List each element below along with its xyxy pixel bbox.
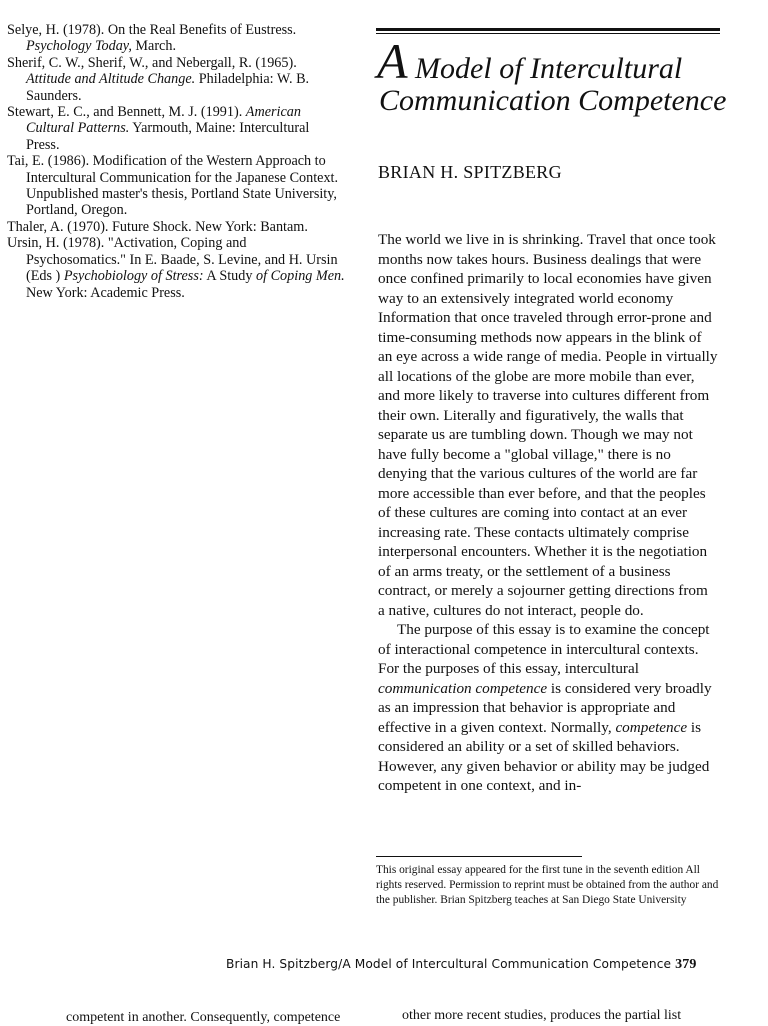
body-paragraph: The world we live in is shrinking. Travel that once took months now takes hours. Business dealings that were once confined primarily to local economies have given way to an extensively integrated world economy Information that once traveled through error-prone and time-consuming methods now appears in the blink of an eye across a wide range of media. People in virtually all locations of the globe are more mobile than ever, and more likely to traverse into cultures different from their own. Literally and figuratively, the walls that separate us are tumbling down. Though we may not have fully become a "global village," there is no denying that the various cultures of the world are far more accessible than ever before, and that the peoples of these cultures are coming into contact at an ever increasing rate. These contacts ultimately comprise interpersonal encounters. Whether it is the negotiation of an arms treaty, or the settlement of a business contract, or merely a sojourner getting directions from a native, cultures do not interact, people do. [378,231,718,619]
reference-item: Thaler, A. (1970). Future Shock. New York: Bantam. [7,218,308,235]
reference-item: Selye, H. (1978). On the Real Benefits of Eustress. Psychology Today, March. [7,22,297,55]
reference-item: Ursin, H. (1978). "Activation, Coping and Psychosomatics." In E. Baade, S. Levine, and H. Ursin (Eds ) Psychobiology of Stress: A Study of Coping Men. New York: Academic Press. [7,235,345,301]
body-paragraph: The purpose of this essay is to examine the concept of interactional competence in intercultural contexts. For the purposes of this essay, intercultural communication competence is considered very broadly as an impression that behavior is appropriate and effective in a given context. Normally, competence is considered an ability or a set of skilled behaviors. However, any given behavior or ability may be judged competent in one context, and in- [378,621,712,794]
reference-item: Sherif, C. W., Sherif, W., and Nebergall, R. (1965). Attitude and Altitude Change. Philadelphia: W. B. Saunders. [7,54,310,104]
next-page-right-line: other more recent studies, produces the partial list [402,1008,682,1023]
title-rule [376,28,720,34]
title-dropcap: A [377,33,408,89]
footnote-rule [376,856,582,857]
reference-item: Tai, E. (1986). Modification of the Western Approach to Intercultural Communication for the Japanese Context. Unpublished master's thesis, Portland State University, Portland, Oregon. [7,153,339,219]
running-head-text: Brian H. Spitzberg/A Model of Intercultural Communication Competence [226,957,672,971]
reference-item: Stewart, E. C., and Bennett, M. J. (1991). American Cultural Patterns. Yarmouth, Maine: Intercultural Press. [7,104,310,153]
next-page-left-line: competent in another. Consequently, competence [66,1010,341,1025]
title-line-1: Model of Intercultural [407,52,683,85]
running-head [226,957,726,973]
article-body [378,230,718,796]
footnote: This original essay appeared for the first tune in the seventh edition All rights reserved. Permission to reprint must be obtained from the author and the publisher. Brian Spitzberg teaches at San Diego State University [376,864,719,907]
title-line-2: Communication Competence [379,84,727,117]
page-number: 379 [675,957,697,972]
article-title [377,33,737,118]
reference-list [7,22,345,301]
author-name: BRIAN H. SPITZBERG [378,162,562,182]
